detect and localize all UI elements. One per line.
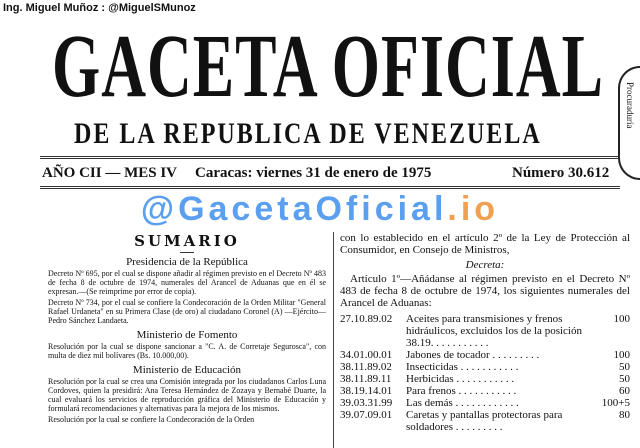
sumario-item: Decreto Nº 734, por el cual se confiere la Condecoración de la Orden Militar "General Rafael Urdaneta" en su Primera Clase (de oro) al ciudadano Coronel (A) —Ejército— Pedro Sánchez Landaeta. (48, 298, 326, 325)
section-heading: Presidencia de la República (126, 256, 248, 268)
title-rule (180, 252, 194, 253)
tariff-row (340, 313, 630, 349)
rule-top (40, 156, 620, 161)
tariff-row (340, 397, 630, 409)
tariff-table (340, 313, 630, 433)
section-heading: Ministerio de Educación (132, 364, 242, 376)
sumario-item: Decreto Nº 695, por el cual se dispone añadir al régimen previsto en el Decreto Nº 483 de fecha 8 de octubre de 1974, numerales del Arancel de Aduanas que en él se expresan.—(Se reimprime por error de copia). (48, 269, 326, 296)
tariff-value: 100+5 (601, 397, 630, 409)
tariff-desc: Jabones de tocador . . . . . . . . . (406, 349, 540, 361)
tariff-desc: Aceites para transmisiones y frenos hidráulicos, excluidos los de la posición 38.19. . . . . . . . . . . (406, 313, 582, 349)
sumario-item: Resolución por la cual se crea una Comisión integrada por los ciudadanos Carlos Luna Cordoves, quien la presidirá: Ana Teresa Hernández de Zozaya y Bernabé Duarte, la cual evaluará los servicios de reproducción gráfica del Ministerio de Educación y formulará recomendaciones y alternativas para la mejora de los mismos. (48, 377, 326, 413)
issue-year: AÑO CII — MES IV (42, 165, 178, 181)
watermark-text: @GacetaOficial (140, 190, 448, 228)
tariff-code: 38.19.14.01 (340, 385, 393, 397)
tariff-value: 60 (619, 385, 630, 397)
tariff-code: 34.01.00.01 (340, 349, 393, 361)
issue-number: Número 30.612 (512, 165, 610, 181)
tariff-code: 39.07.09.01 (340, 409, 393, 421)
tariff-row (340, 361, 630, 373)
tariff-code: 38.11.89.11 (340, 373, 392, 385)
decreta-heading: Decreta: (465, 259, 505, 271)
tariff-desc: Herbicidas . . . . . . . . . . . (406, 373, 515, 385)
tariff-code: 39.03.31.99 (340, 397, 393, 409)
sumario-title: SUMARIO (134, 232, 240, 250)
sumario (48, 232, 326, 424)
section-heading: Ministerio de Fomento (136, 329, 238, 341)
sumario-item: Resolución por la cual se dispone sancionar a "C. A. de Corretaje Segurosca", con multa de diez mil bolívares (Bs. 10.000,00). (48, 342, 326, 360)
decree-article: Artículo 1º—Añádanse al régimen previsto en el Decreto Nº 483 de fecha 8 de octubre de 1974, los siguientes numerales del Arancel de Aduanas: (340, 273, 630, 309)
decree-column (340, 232, 630, 433)
watermark-suffix: .io (447, 190, 500, 228)
tariff-value: 50 (619, 373, 630, 385)
tariff-desc: Caretas y pantallas protectoras para soldadores . . . . . . . . . (406, 409, 563, 433)
watermark (0, 191, 640, 227)
tariff-row (340, 409, 630, 433)
author-credit: Ing. Miguel Muñoz : @MiguelSMunoz (3, 2, 196, 14)
tariff-value: 80 (619, 409, 630, 421)
tariff-row (340, 385, 630, 397)
tariff-row (340, 349, 630, 361)
tariff-code: 27.10.89.02 (340, 313, 393, 325)
decree-intro: con lo establecido en el artículo 2º de la Ley de Protección al Consumidor, en Consejo de Ministros, (340, 232, 630, 256)
masthead-title: GACETA OFICIAL (52, 17, 604, 117)
tariff-desc: Las demás . . . . . . . . . . . . (406, 397, 519, 409)
sumario-item: Resolución por la cual se confiere la Condecoración de la Orden (48, 415, 255, 424)
issue-date: Caracas: viernes 31 de enero de 1975 (195, 165, 432, 181)
tariff-value: 50 (619, 361, 630, 373)
tariff-code: 38.11.89.02 (340, 361, 392, 373)
stamp-seal (618, 66, 640, 180)
tariff-value: 100 (613, 349, 630, 361)
column-divider (333, 232, 334, 448)
tariff-desc: Insecticidas . . . . . . . . . . . (406, 361, 519, 373)
masthead-subtitle: DE LA REPUBLICA DE VENEZUELA (74, 118, 542, 151)
tariff-desc: Para frenos . . . . . . . . . . . (406, 385, 517, 397)
tariff-row (340, 373, 630, 385)
tariff-value: 100 (613, 313, 630, 325)
stamp-text: Procuraduría (625, 82, 635, 129)
